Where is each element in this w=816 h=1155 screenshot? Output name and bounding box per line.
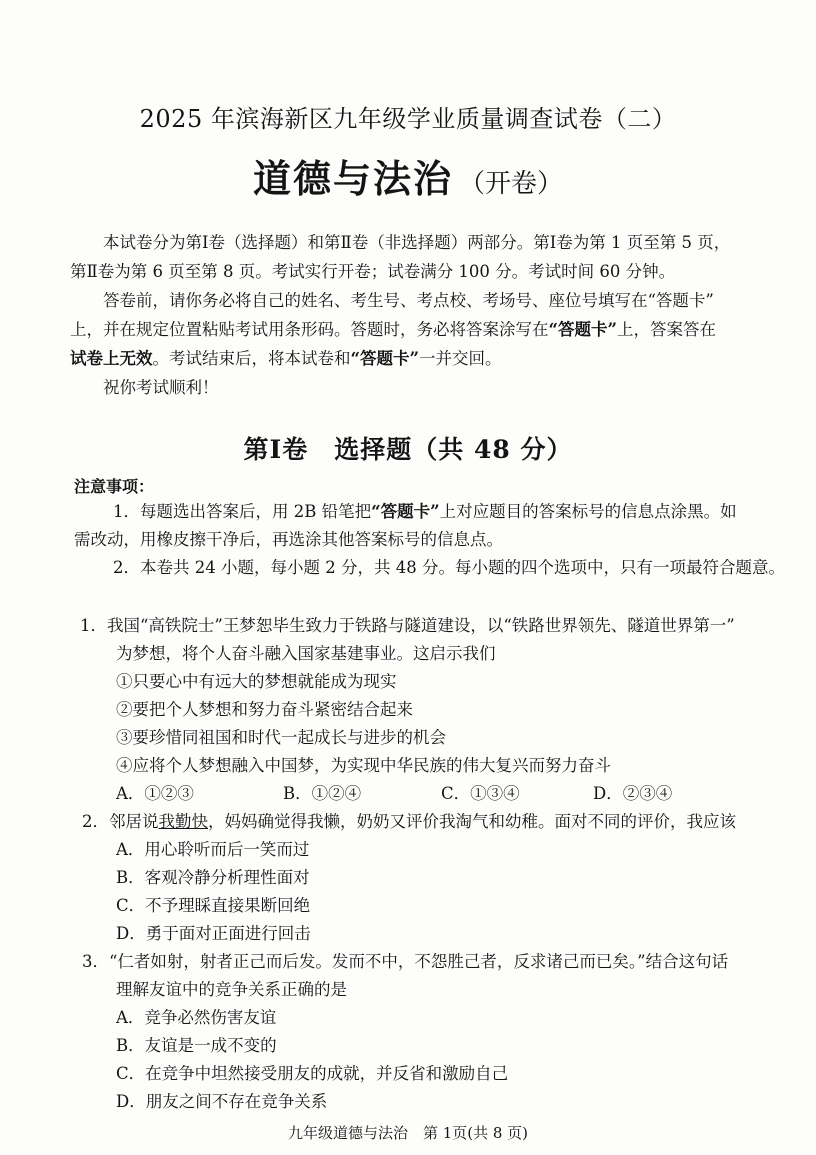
intro-line-5-b: 。考试结束后，将本试卷和 (152, 349, 351, 368)
question-1-option-c[interactable]: C．①③④ (441, 784, 520, 803)
subject-heading (0, 148, 816, 203)
note-1-c: 上对应题目的答案标号的信息点涂黑。如 (439, 502, 737, 521)
intro-line-1: 本试卷分为第Ⅰ卷（选择题）和第Ⅱ卷（非选择题）两部分。第Ⅰ卷为第 1 页至第 5 页， (103, 233, 731, 252)
question-2-option-a[interactable]: A．用心聆听而后一笑而过 (116, 840, 310, 859)
question-3-option-b[interactable]: B．友谊是一成不变的 (116, 1036, 277, 1055)
answer-card-ref: “答题卡” (548, 320, 617, 339)
question-3-line-2: 理解友谊中的竞争关系正确的是 (116, 980, 347, 999)
question-1-statement: ②要把个人梦想和努力奋斗紧密结合起来 (116, 700, 413, 719)
intro-line-2: 第Ⅱ卷为第 6 页至第 8 页。考试实行开卷；试卷满分 100 分。考试时间 60 分钟。 (70, 262, 676, 281)
subject-name: 道德与法治 (252, 156, 453, 201)
answer-card-ref-2: “答题卡” (350, 349, 419, 368)
intro-line-4-a: 上，并在规定位置粘贴考试用条形码。答题时，务必将答案涂写在 (70, 320, 549, 339)
question-1-option-b[interactable]: B．①②④ (283, 784, 362, 803)
question-3-option-a[interactable]: A．竞争必然伤害友谊 (116, 1008, 277, 1027)
question-1-line-2: 为梦想，将个人奋斗融入国家基建事业。这启示我们 (116, 644, 496, 663)
question-2-a: 2．邻居说 (82, 812, 159, 831)
page-footer: 九年级道德与法治 第 1页(共 8 页) (287, 1124, 529, 1142)
notes-heading: 注意事项： (74, 477, 155, 496)
question-1-line-1: 1．我国“高铁院士”王梦恕毕生致力于铁路与隧道建设，以“铁路世界领先、隧道世界第一” (80, 616, 735, 635)
section-title: 第Ⅰ卷 选择题（共 48 分） (243, 435, 573, 464)
subject-note: （开卷） (459, 169, 564, 199)
note-1 (113, 498, 737, 525)
question-2-option-c[interactable]: C．不予理睬直接果断回绝 (116, 896, 311, 915)
note-1-a: 1．每题选出答案后，用 2B 铅笔把 (113, 502, 372, 521)
question-2-b: ，妈妈确觉得我懒，奶奶又评价我淘气和幼稚。面对不同的评价，我应该 (208, 812, 736, 831)
question-1-statement: ③要珍惜同祖国和时代一起成长与进步的机会 (116, 728, 446, 747)
intro-line-5 (70, 345, 501, 372)
question-1-option-d[interactable]: D．②③④ (593, 784, 673, 803)
question-3-option-c[interactable]: C．在竞争中坦然接受朋友的成就，并反省和激励自己 (116, 1064, 509, 1083)
good-luck: 祝你考试顺利！ (103, 378, 219, 397)
note-1-line-2: 需改动，用橡皮擦干净后，再选涂其他答案标号的信息点。 (74, 530, 503, 549)
invalid-warning: 试卷上无效 (70, 349, 153, 368)
question-3-option-d[interactable]: D．朋友之间不存在竞争关系 (116, 1092, 328, 1111)
intro-line-3: 答卷前，请你务必将自己的姓名、考生号、考点校、考场号、座位号填写在“答题卡” (103, 291, 714, 310)
exam-title: 2025 年滨海新区九年级学业质量调查试卷（二） (139, 105, 677, 133)
question-1-statement: ④应将个人梦想融入中国梦，为实现中华民族的伟大复兴而努力奋斗 (116, 756, 611, 775)
question-1-statement: ①只要心中有远大的梦想就能成为现实 (116, 672, 397, 691)
intro-line-4-c: 上，答案答在 (616, 320, 716, 339)
answer-card-ref-3: “答题卡” (371, 502, 440, 521)
note-2: 2．本卷共 24 小题，每小题 2 分，共 48 分。每小题的四个选项中，只有一项最符合题意。 (113, 558, 785, 577)
question-2-option-b[interactable]: B．客观冷静分析理性面对 (116, 868, 310, 887)
question-1-option-a[interactable]: A．①②③ (116, 784, 194, 803)
intro-line-5-d: 一并交回。 (418, 349, 502, 368)
question-3-line-1: 3．“仁者如射，射者正己而后发。发而不中，不怨胜己者，反求诸己而已矣。”结合这句话 (82, 952, 729, 971)
question-2-underlined: 我勤快 (158, 812, 208, 831)
question-2-option-d[interactable]: D．勇于面对正面进行回击 (116, 924, 311, 943)
question-2-line-1 (82, 808, 736, 832)
intro-line-4 (70, 316, 716, 343)
